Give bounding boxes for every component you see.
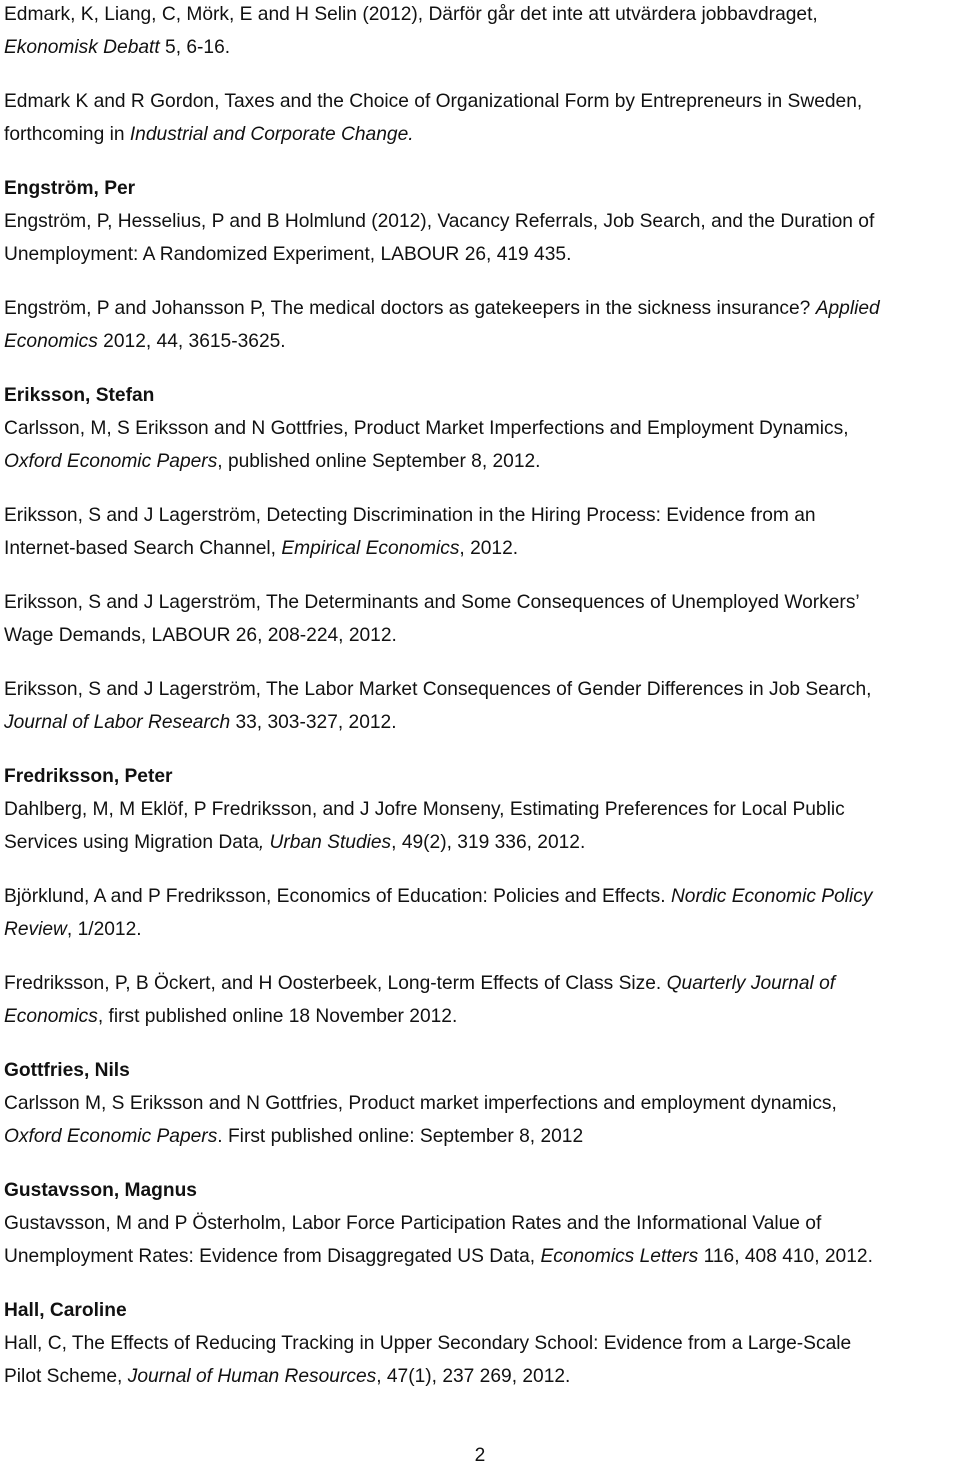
reference-entry bbox=[4, 880, 956, 946]
author-heading: Fredriksson, Peter bbox=[4, 766, 173, 787]
reference-line: Wage Demands, LABOUR 26, 208-224, 2012. bbox=[4, 625, 397, 646]
author-section-gottfries bbox=[4, 1054, 956, 1153]
journal-title: Oxford Economic Papers bbox=[4, 1126, 218, 1147]
reference-line: Internet-based Search Channel, Empirical Economics, 2012. bbox=[4, 538, 519, 559]
document-page bbox=[4, 0, 956, 1414]
author-section-gustavsson bbox=[4, 1174, 956, 1273]
reference-line: Ekonomisk Debatt 5, 6-16. bbox=[4, 37, 231, 58]
author-heading: Engström, Per bbox=[4, 178, 136, 199]
reference-line: Carlsson, M, S Eriksson and N Gottfries, Product Market Imperfections and Employment Dynamics, bbox=[4, 418, 849, 439]
reference-line: Edmark, K, Liang, C, Mörk, E and H Selin (2012), Därför går det inte att utvärdera jobbavdraget, bbox=[4, 4, 818, 25]
journal-title: Journal of Labor Research bbox=[4, 712, 231, 733]
journal-title: Journal of Human Resources bbox=[127, 1366, 377, 1387]
journal-title: Empirical Economics bbox=[281, 538, 460, 559]
reference-line: Hall, C, The Effects of Reducing Tracking in Upper Secondary School: Evidence from a Large-Scale bbox=[4, 1333, 852, 1354]
reference-line: Unemployment Rates: Evidence from Disaggregated US Data, Economics Letters 116, 408 410, 2012. bbox=[4, 1246, 873, 1267]
author-section-hall bbox=[4, 1294, 956, 1393]
reference-entry bbox=[4, 673, 956, 739]
journal-title: Economics bbox=[4, 331, 98, 352]
author-heading: Gustavsson, Magnus bbox=[4, 1180, 197, 1201]
reference-entry bbox=[4, 292, 956, 358]
author-heading: Hall, Caroline bbox=[4, 1300, 127, 1321]
author-heading: Eriksson, Stefan bbox=[4, 385, 155, 406]
journal-title: Nordic Economic Policy bbox=[670, 886, 873, 907]
reference-line: Engström, P and Johansson P, The medical doctors as gatekeepers in the sickness insurance? Applied bbox=[4, 298, 880, 319]
journal-title: Industrial and Corporate Change. bbox=[129, 124, 414, 145]
page-number: 2 bbox=[474, 1445, 486, 1466]
reference-line: Review, 1/2012. bbox=[4, 919, 142, 940]
journal-title: Applied bbox=[815, 298, 880, 319]
reference-line: Economics 2012, 44, 3615-3625. bbox=[4, 331, 286, 352]
journal-title: Economics bbox=[4, 1006, 98, 1027]
reference-entry bbox=[4, 85, 956, 151]
reference-line: Dahlberg, M, M Eklöf, P Fredriksson, and J Jofre Monseny, Estimating Preferences for Local Public bbox=[4, 799, 845, 820]
reference-line: Services using Migration Data, Urban Studies, 49(2), 319 336, 2012. bbox=[4, 832, 586, 853]
reference-line: Eriksson, S and J Lagerström, The Labor Market Consequences of Gender Differences in Job Search, bbox=[4, 679, 872, 700]
journal-title: Ekonomisk Debatt bbox=[4, 37, 160, 58]
journal-title: Oxford Economic Papers bbox=[4, 451, 218, 472]
reference-entry bbox=[4, 586, 956, 652]
author-heading: Gottfries, Nils bbox=[4, 1060, 130, 1081]
reference-line: Pilot Scheme, Journal of Human Resources, 47(1), 237 269, 2012. bbox=[4, 1366, 571, 1387]
reference-line: Unemployment: A Randomized Experiment, LABOUR 26, 419 435. bbox=[4, 244, 572, 265]
reference-line: Fredriksson, P, B Öckert, and H Oosterbeek, Long-term Effects of Class Size. Quarterly Journal of bbox=[4, 973, 836, 994]
journal-title: , Urban Studies bbox=[258, 832, 392, 853]
reference-line: Gustavsson, M and P Österholm, Labor Force Participation Rates and the Informational Value of bbox=[4, 1213, 822, 1234]
reference-entry bbox=[4, 0, 956, 64]
journal-title: Review bbox=[4, 919, 67, 940]
reference-line: Economics, first published online 18 November 2012. bbox=[4, 1006, 458, 1027]
reference-line: Engström, P, Hesselius, P and B Holmlund (2012), Vacancy Referrals, Job Search, and the Duration of bbox=[4, 211, 875, 232]
author-section-fredriksson bbox=[4, 760, 956, 859]
reference-line: Eriksson, S and J Lagerström, Detecting Discrimination in the Hiring Process: Evidence from an bbox=[4, 505, 816, 526]
journal-title: Economics Letters bbox=[540, 1246, 699, 1267]
reference-line: Carlsson M, S Eriksson and N Gottfries, Product market imperfections and employment dynamics, bbox=[4, 1093, 837, 1114]
reference-line: Björklund, A and P Fredriksson, Economics of Education: Policies and Effects. Nordic Economic Policy bbox=[4, 886, 873, 907]
reference-line: Oxford Economic Papers, published online September 8, 2012. bbox=[4, 451, 541, 472]
reference-entry bbox=[4, 499, 956, 565]
reference-line: Edmark K and R Gordon, Taxes and the Choice of Organizational Form by Entrepreneurs in Sweden, bbox=[4, 91, 863, 112]
reference-line: forthcoming in Industrial and Corporate Change. bbox=[4, 124, 414, 145]
author-section-engstrom bbox=[4, 172, 956, 271]
reference-line: Oxford Economic Papers. First published online: September 8, 2012 bbox=[4, 1126, 584, 1147]
author-section-eriksson bbox=[4, 379, 956, 478]
reference-line: Journal of Labor Research 33, 303-327, 2012. bbox=[4, 712, 397, 733]
journal-title: Quarterly Journal of bbox=[666, 973, 836, 994]
reference-entry bbox=[4, 967, 956, 1033]
reference-line: Eriksson, S and J Lagerström, The Determinants and Some Consequences of Unemployed Workers’ bbox=[4, 592, 860, 613]
